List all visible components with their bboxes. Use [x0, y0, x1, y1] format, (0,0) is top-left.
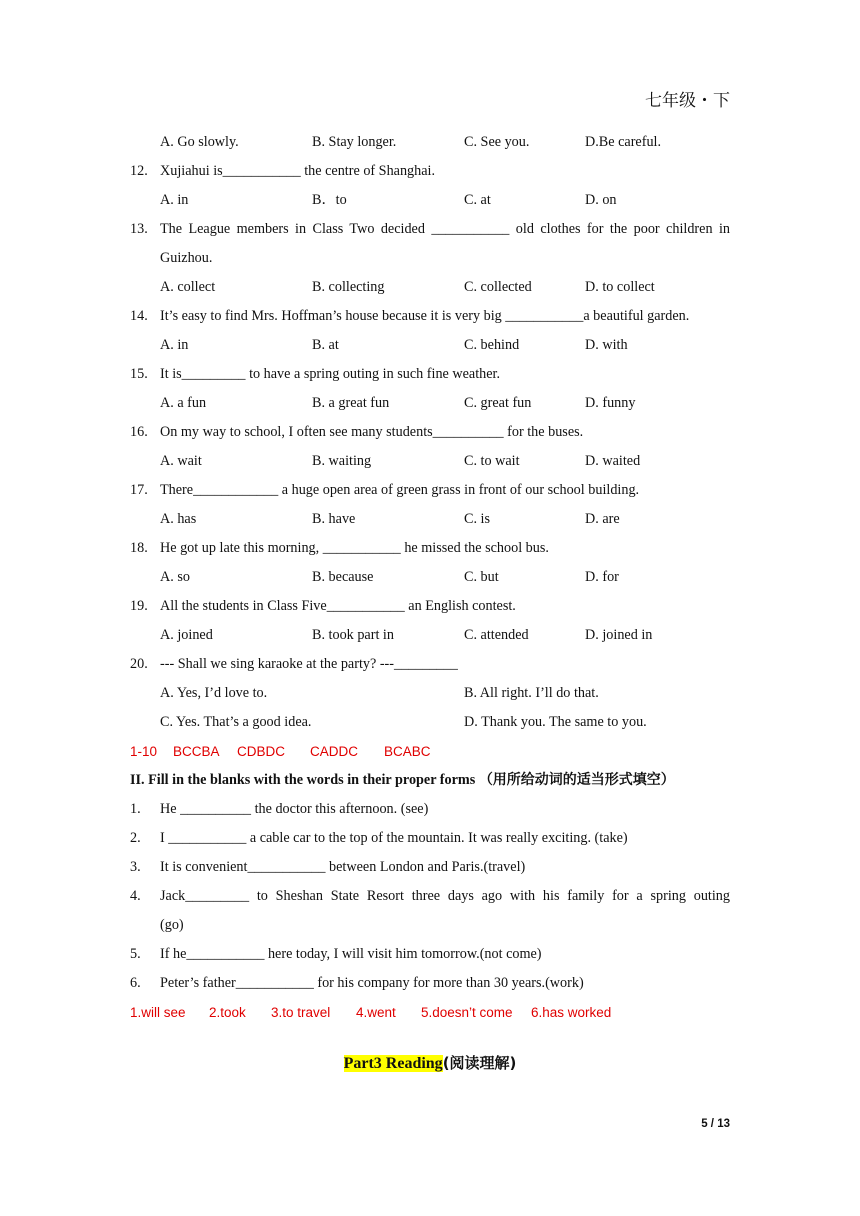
answer: 2.took [209, 1005, 246, 1020]
question-20-options-row2 [130, 708, 730, 737]
worksheet-content [130, 128, 730, 1027]
answer: 4.went [356, 1005, 396, 1020]
question-17 [130, 476, 730, 505]
option-c: C. to wait [464, 453, 520, 469]
question-16 [130, 418, 730, 447]
question-11-options [130, 128, 730, 157]
page-number: 5 / 13 [701, 1118, 730, 1130]
answer: 1.will see [130, 1005, 186, 1020]
question-text: --- Shall we sing karaoke at the party? ---_________ [160, 656, 458, 672]
option-c: C. behind [464, 337, 520, 353]
option-d: D. on [585, 192, 617, 208]
option-d: D.Be careful. [585, 134, 662, 150]
fill-item-4-continued [130, 911, 730, 940]
question-text: The League members in Class Two decided ___________ old clothes for the poor children in [160, 221, 730, 237]
fill-item-6 [130, 969, 730, 998]
option-a: A. a fun [160, 395, 207, 411]
question-19-options [130, 621, 730, 650]
answer-key-1 [130, 737, 730, 766]
question-13-continued [130, 244, 730, 273]
answer: 5.doesn’t come [421, 1005, 513, 1020]
question-15 [130, 360, 730, 389]
option-b: B. at [312, 337, 339, 353]
option-d: D. are [585, 511, 620, 527]
option-a: A. collect [160, 279, 216, 295]
question-text: Xujiahui is___________ the centre of Shanghai. [160, 163, 436, 179]
question-12 [130, 157, 730, 186]
option-a: A. wait [160, 453, 202, 469]
answer-group: CDBDC [237, 744, 286, 759]
option-b: B. because [312, 569, 374, 585]
question-18-options [130, 563, 730, 592]
answer: 6.has worked [531, 1005, 612, 1020]
section-2-title [130, 766, 730, 795]
question-12-options [130, 186, 730, 215]
option-b: B. have [312, 511, 356, 527]
fill-item-1 [130, 795, 730, 824]
option-c: C. attended [464, 627, 529, 643]
option-a: A. Go slowly. [160, 134, 239, 150]
question-17-options [130, 505, 730, 534]
answer-group: BCABC [384, 744, 431, 759]
question-number: 14. [130, 308, 148, 324]
question-13 [130, 215, 730, 244]
answer-range: 1-10 [130, 744, 158, 759]
question-text-continued: Guizhou. [160, 250, 213, 266]
question-number: 13. [130, 221, 148, 237]
option-d: D. Thank you. The same to you. [464, 714, 647, 730]
option-d: D. funny [585, 395, 636, 411]
item-text: It is convenient___________ between London and Paris.(travel) [160, 859, 526, 875]
option-c: C. at [464, 192, 491, 208]
option-d: D. for [585, 569, 619, 585]
part-3-heading [0, 1052, 860, 1073]
option-b: B. collecting [312, 279, 385, 295]
item-number: 4. [130, 888, 141, 904]
option-b: B. All right. I’ll do that. [464, 685, 599, 701]
question-14 [130, 302, 730, 331]
question-number: 19. [130, 598, 148, 614]
option-d: D. with [585, 337, 628, 353]
option-a: A. so [160, 569, 190, 585]
option-b: B. Stay longer. [312, 134, 397, 150]
fill-item-2 [130, 824, 730, 853]
option-c: C. See you. [464, 134, 530, 150]
option-c: C. great fun [464, 395, 532, 411]
item-number: 2. [130, 830, 141, 846]
option-c: C. but [464, 569, 499, 585]
option-b: B．to [312, 192, 347, 208]
question-13-options [130, 273, 730, 302]
option-b: B. took part in [312, 627, 394, 643]
answer-group: BCCBA [173, 744, 220, 759]
page-header-grade: 七年级・下 [645, 91, 730, 111]
item-number: 5. [130, 946, 141, 962]
option-b: B. waiting [312, 453, 372, 469]
item-text: If he___________ here today, I will visit him tomorrow.(not come) [160, 946, 542, 962]
item-number: 6. [130, 975, 141, 991]
option-a: A. in [160, 192, 189, 208]
question-16-options [130, 447, 730, 476]
fill-item-5 [130, 940, 730, 969]
item-text: I ___________ a cable car to the top of the mountain. It was really exciting. (take) [160, 830, 628, 846]
question-19 [130, 592, 730, 621]
item-number: 3. [130, 859, 141, 875]
question-15-options [130, 389, 730, 418]
item-text: Peter’s father___________ for his company for more than 30 years.(work) [160, 975, 584, 991]
question-number: 12. [130, 163, 148, 179]
option-a: A. Yes, I’d love to. [160, 685, 268, 701]
option-d: D. waited [585, 453, 641, 469]
option-c: C. collected [464, 279, 532, 295]
question-20-options-row1 [130, 679, 730, 708]
question-number: 20. [130, 656, 148, 672]
answer-group: CADDC [310, 744, 359, 759]
option-d: D. joined in [585, 627, 653, 643]
section-title-text: II. Fill in the blanks with the words in their proper forms [130, 772, 476, 788]
question-number: 16. [130, 424, 148, 440]
item-text: Jack_________ to Sheshan State Resort three days ago with his family for a spring outing [160, 888, 730, 904]
question-number: 18. [130, 540, 148, 556]
option-a: A. in [160, 337, 189, 353]
question-text: He got up late this morning, ___________ he missed the school bus. [160, 540, 549, 556]
part-3-title: Part3 Reading [343, 1055, 443, 1072]
item-number: 1. [130, 801, 141, 817]
question-number: 17. [130, 482, 148, 498]
option-d: D. to collect [585, 279, 655, 295]
answer: 3.to travel [271, 1005, 331, 1020]
question-20 [130, 650, 730, 679]
question-18 [130, 534, 730, 563]
question-text: On my way to school, I often see many students__________ for the buses. [160, 424, 584, 440]
fill-item-4 [130, 882, 730, 911]
option-a: A. has [160, 511, 197, 527]
question-14-options [130, 331, 730, 360]
part-3-title-chinese: (阅读理解) [442, 1054, 517, 1072]
option-b: B. a great fun [312, 395, 390, 411]
item-text-continued: (go) [160, 917, 184, 933]
question-text: All the students in Class Five___________ an English contest. [160, 598, 516, 614]
option-c: C. is [464, 511, 491, 527]
option-a: A. joined [160, 627, 213, 643]
item-text: He __________ the doctor this afternoon. (see) [160, 801, 429, 817]
option-c: C. Yes. That’s a good idea. [160, 714, 312, 730]
question-text: It is_________ to have a spring outing in such fine weather. [160, 366, 501, 382]
question-text: There____________ a huge open area of green grass in front of our school building. [160, 482, 640, 498]
answer-key-2 [130, 998, 730, 1027]
question-text: It’s easy to find Mrs. Hoffman’s house because it is very big ___________a beautiful garden. [160, 308, 690, 324]
question-number: 15. [130, 366, 148, 382]
section-title-chinese: （用所给动词的适当形式填空） [478, 772, 675, 788]
fill-item-3 [130, 853, 730, 882]
